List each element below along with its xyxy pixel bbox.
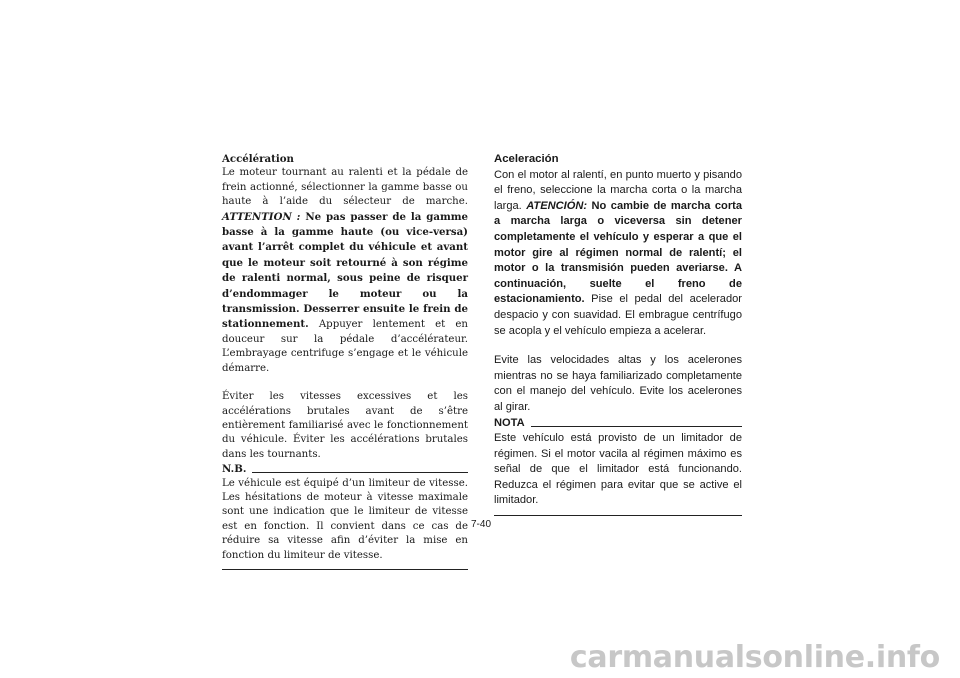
french-note-header (222, 462, 468, 476)
french-note-text: Le véhicule est équipé d’un limiteur de vitesse. Les hésitations de moteur à vitesse maximale sont une indication que le limiteur de vitesse est en fonction. Il convient dans ce cas de réduire sa vitesse afin d’éviter la mise en fonction du limiteur de vitesse. (222, 477, 468, 561)
french-note-label: N.B. (222, 463, 247, 476)
french-p1-text: Le moteur tournant au ralenti et la pédale de frein actionné, sélectionner la gamme basse ou haute à l’aide du sélecteur de marche. (222, 167, 468, 208)
spanish-note-label: NOTA (494, 416, 525, 429)
spanish-column (494, 152, 742, 516)
french-note-rule (252, 472, 468, 473)
spanish-heading: Aceleración (494, 153, 559, 165)
french-attention-label: ATTENTION : (222, 210, 306, 223)
french-p1-tail: Appuyer lentement et en douceur sur la pédale d’accélérateur. L’embrayage centrifuge s’engage et le véhicule démarre. (222, 319, 468, 374)
spanish-p1-text: Con el motor al ralentí, en punto muerto y pisando el freno, seleccione la marcha corta o la marcha larga. (494, 168, 742, 212)
spanish-note-text: Este vehículo está provisto de un limitador de régimen. Si el motor vacila al régimen máximo es señal de que el limitador está funcionando. Reduzca el régimen para evitar que se active el limitador. (494, 432, 742, 507)
spanish-note-rule (531, 426, 742, 427)
spanish-attention-label: ATENCIÓN: (526, 199, 592, 212)
spanish-paragraph-1 (494, 168, 742, 340)
page-number: 7-40 (471, 519, 492, 530)
spanish-attention-text: No cambie de marcha corta a marcha larga o viceversa sin detener completamente el vehículo y esperar a que el motor gire al régimen normal de ralentí; el motor o la transmisión pueden averiarse. A continuación, suelte el freno de estacionamiento. (494, 199, 743, 306)
french-paragraph-1 (222, 166, 468, 376)
watermark: carmanualsonline.info (569, 640, 940, 675)
french-attention-text: Ne pas passer de la gamme basse à la gamme haute (ou vice-versa) avant l’arrêt complet du véhicule et avant que le moteur soit retourné à son régime de ralenti normal, sous peine de risquer d’endommager le moteur ou la transmission. Desserrer ensuite le frein de stationnement. (222, 210, 468, 331)
spanish-p1-tail: Pise el pedal del acelerador despacio y con suavidad. El embrague centrífugo se acopla y el vehículo empieza a acelerar. (494, 293, 742, 337)
french-paragraph-2: Éviter les vitesses excessives et les accélérations brutales avant de s’être entièrement familiarisé avec le fonctionnement du véhicule. Éviter les accélérations brutales dans les tournants. (222, 391, 468, 460)
french-heading: Accélération (222, 153, 294, 165)
french-column (222, 152, 468, 570)
spanish-note-header (494, 416, 742, 432)
spanish-paragraph-2: Evite las velocidades altas y los acelerones mientras no se haya familiarizado completamente con el manejo del vehículo. Evite los acelerones al girar. (494, 354, 742, 413)
spanish-note-end-rule (494, 515, 742, 516)
french-note-end-rule (222, 569, 468, 570)
